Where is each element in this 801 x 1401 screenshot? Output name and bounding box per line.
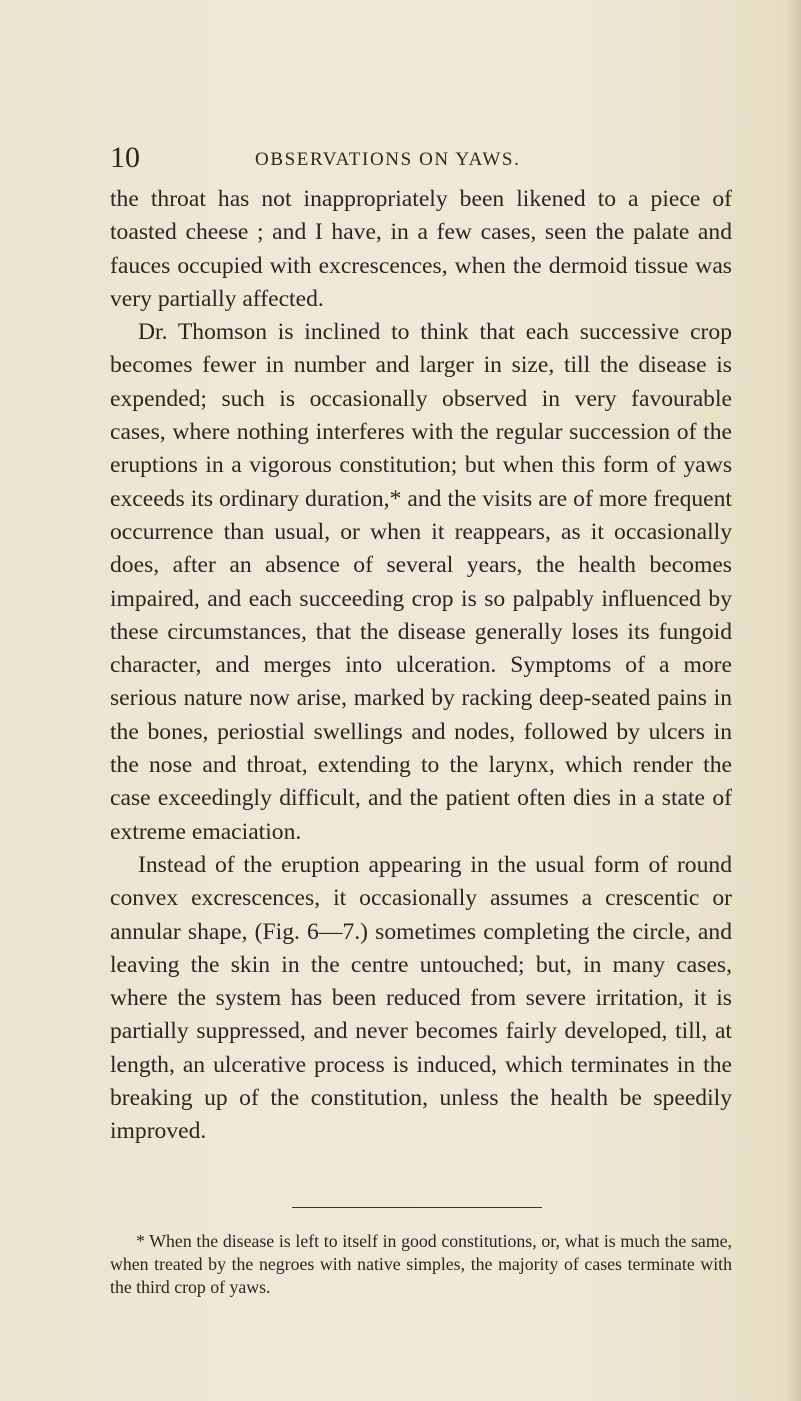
paragraph-3: Instead of the eruption appearing in the usual form of round convex excrescences, it occasionally assumes a crescentic or annular shape, (Fig. 6—7.) sometimes completing the circle, and leaving the skin in the centre untouched; but, in many cases, where the system has been reduced from severe irritation, it is partially suppressed, and never becomes fairly developed, till, at length, an ulcerative process is induced, which terminates in the breaking up of the constitution, unless the health be speedily improved. xyxy=(110,851,732,1145)
running-title: OBSERVATIONS ON YAWS. xyxy=(255,149,521,170)
page-number: 10 xyxy=(110,141,140,174)
footnote-divider xyxy=(292,1207,542,1208)
page-header xyxy=(110,138,730,178)
footnote: * When the disease is left to itself in good constitutions, or, what is much the same, when treated by the negroes with native simples, the majority of cases terminate with the third crop of yaws. xyxy=(110,1230,732,1297)
paragraph-1: the throat has not inappropriately been likened to a piece of toasted cheese ; and I have, in a few cases, seen the palate and fauces occupied with excrescences, when the dermoid tissue was very partially affected. xyxy=(110,186,732,312)
page-edge-shadow xyxy=(787,0,801,1401)
paragraph-2: Dr. Thomson is inclined to think that each successive crop becomes fewer in number and larger in size, till the disease is expended; such is occasionally observed in very favourable cases, where nothing interferes with the regular succession of the eruptions in a vigorous constitution; but when this form of yaws exceeds its ordinary duration,* and the visits are of more frequent occurrence than usual, or when it reappears, as it occasionally does, after an absence of several years, the health becomes impaired, and each succeeding crop is so palpably influenced by these circumstances, that the disease generally loses its fungoid character, and merges into ulceration. Symptoms of a more serious nature now arise, marked by racking deep-seated pains in the bones, periostial swellings and nodes, followed by ulcers in the nose and throat, extending to the larynx, which render the case exceedingly difficult, and the patient often dies in a state of extreme emaciation. xyxy=(110,319,732,845)
body-text xyxy=(110,183,732,1149)
